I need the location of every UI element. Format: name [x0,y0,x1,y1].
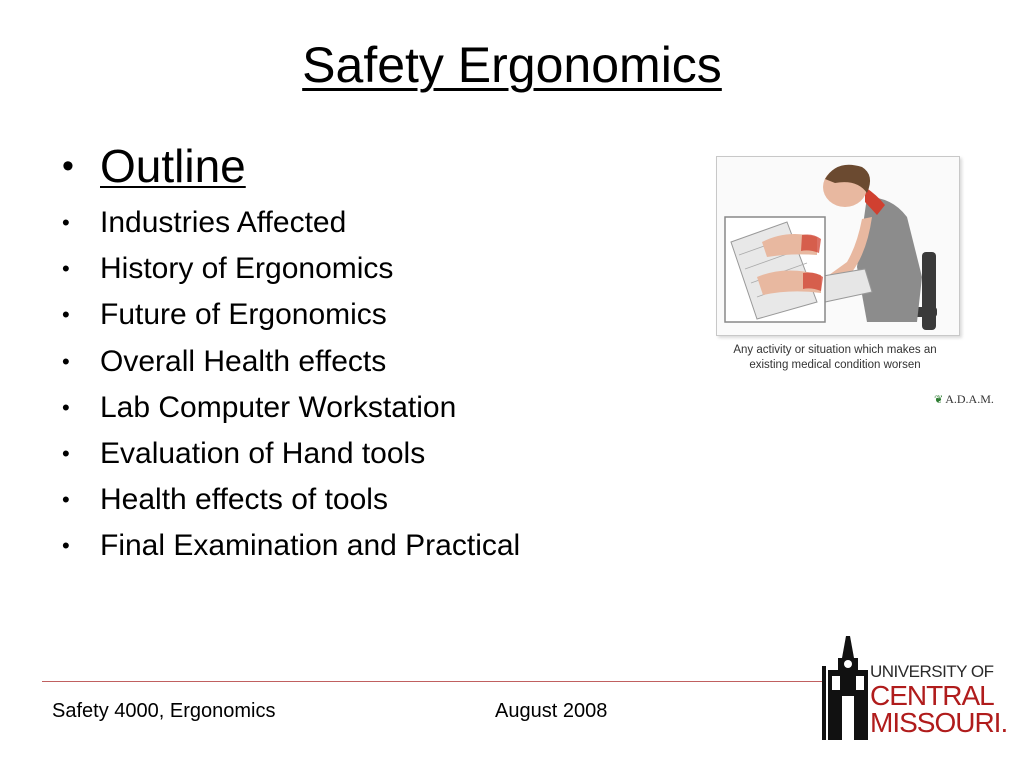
footer-divider [42,681,822,682]
logo-text-line-1: UNIVERSITY OF [870,662,994,681]
bullet-dot: • [62,302,70,328]
bullet-dot: • [62,487,70,513]
list-item-text: Future of Ergonomics [100,298,387,332]
bullet-dot: • [62,441,70,467]
list-item [62,246,520,292]
list-item-text: Lab Computer Workstation [100,390,457,424]
list-item-text: Final Examination and Practical [100,529,521,563]
list-item-text: Health effects of tools [100,483,388,517]
typing-person-image [717,157,959,335]
list-item [62,431,520,477]
outline-list [62,200,520,570]
figure-caption [700,343,970,373]
list-item-text: Overall Health effects [100,344,387,378]
list-item [62,200,520,246]
image-credit [934,392,994,407]
bullet-dot: • [62,256,70,282]
bullet-dot: • [62,533,70,559]
list-item [62,339,520,385]
list-item-text: Evaluation of Hand tools [100,437,426,471]
bullet-dot: • [62,146,74,185]
footer-course: Safety 4000, Ergonomics [52,700,276,722]
logo-text-line-3: MISSOURI. [870,707,1008,738]
list-item [62,523,520,569]
logo-text-line-2: CENTRAL [870,680,994,711]
credit-text: A.D.A.M. [945,392,994,406]
leaf-icon: ❦ [934,394,944,406]
caption-line-2: existing medical condition worsen [749,359,921,371]
bullet-dot: • [62,348,70,374]
clock-tower-icon [822,636,868,740]
ergonomics-illustration [716,156,960,336]
footer-date: August 2008 [495,700,608,722]
slide-title [0,34,1024,96]
list-item [62,385,520,431]
outline-label: Outline [100,140,246,192]
slide-title-text: Safety Ergonomics [302,37,722,93]
list-item-text: Industries Affected [100,206,347,240]
bullet-dot: • [62,394,70,420]
list-item [62,477,520,523]
list-item-text: History of Ergonomics [100,252,394,286]
list-item [62,292,520,338]
outline-heading [62,138,246,194]
bullet-dot: • [62,210,70,236]
caption-line-1: Any activity or situation which makes an [733,344,937,356]
